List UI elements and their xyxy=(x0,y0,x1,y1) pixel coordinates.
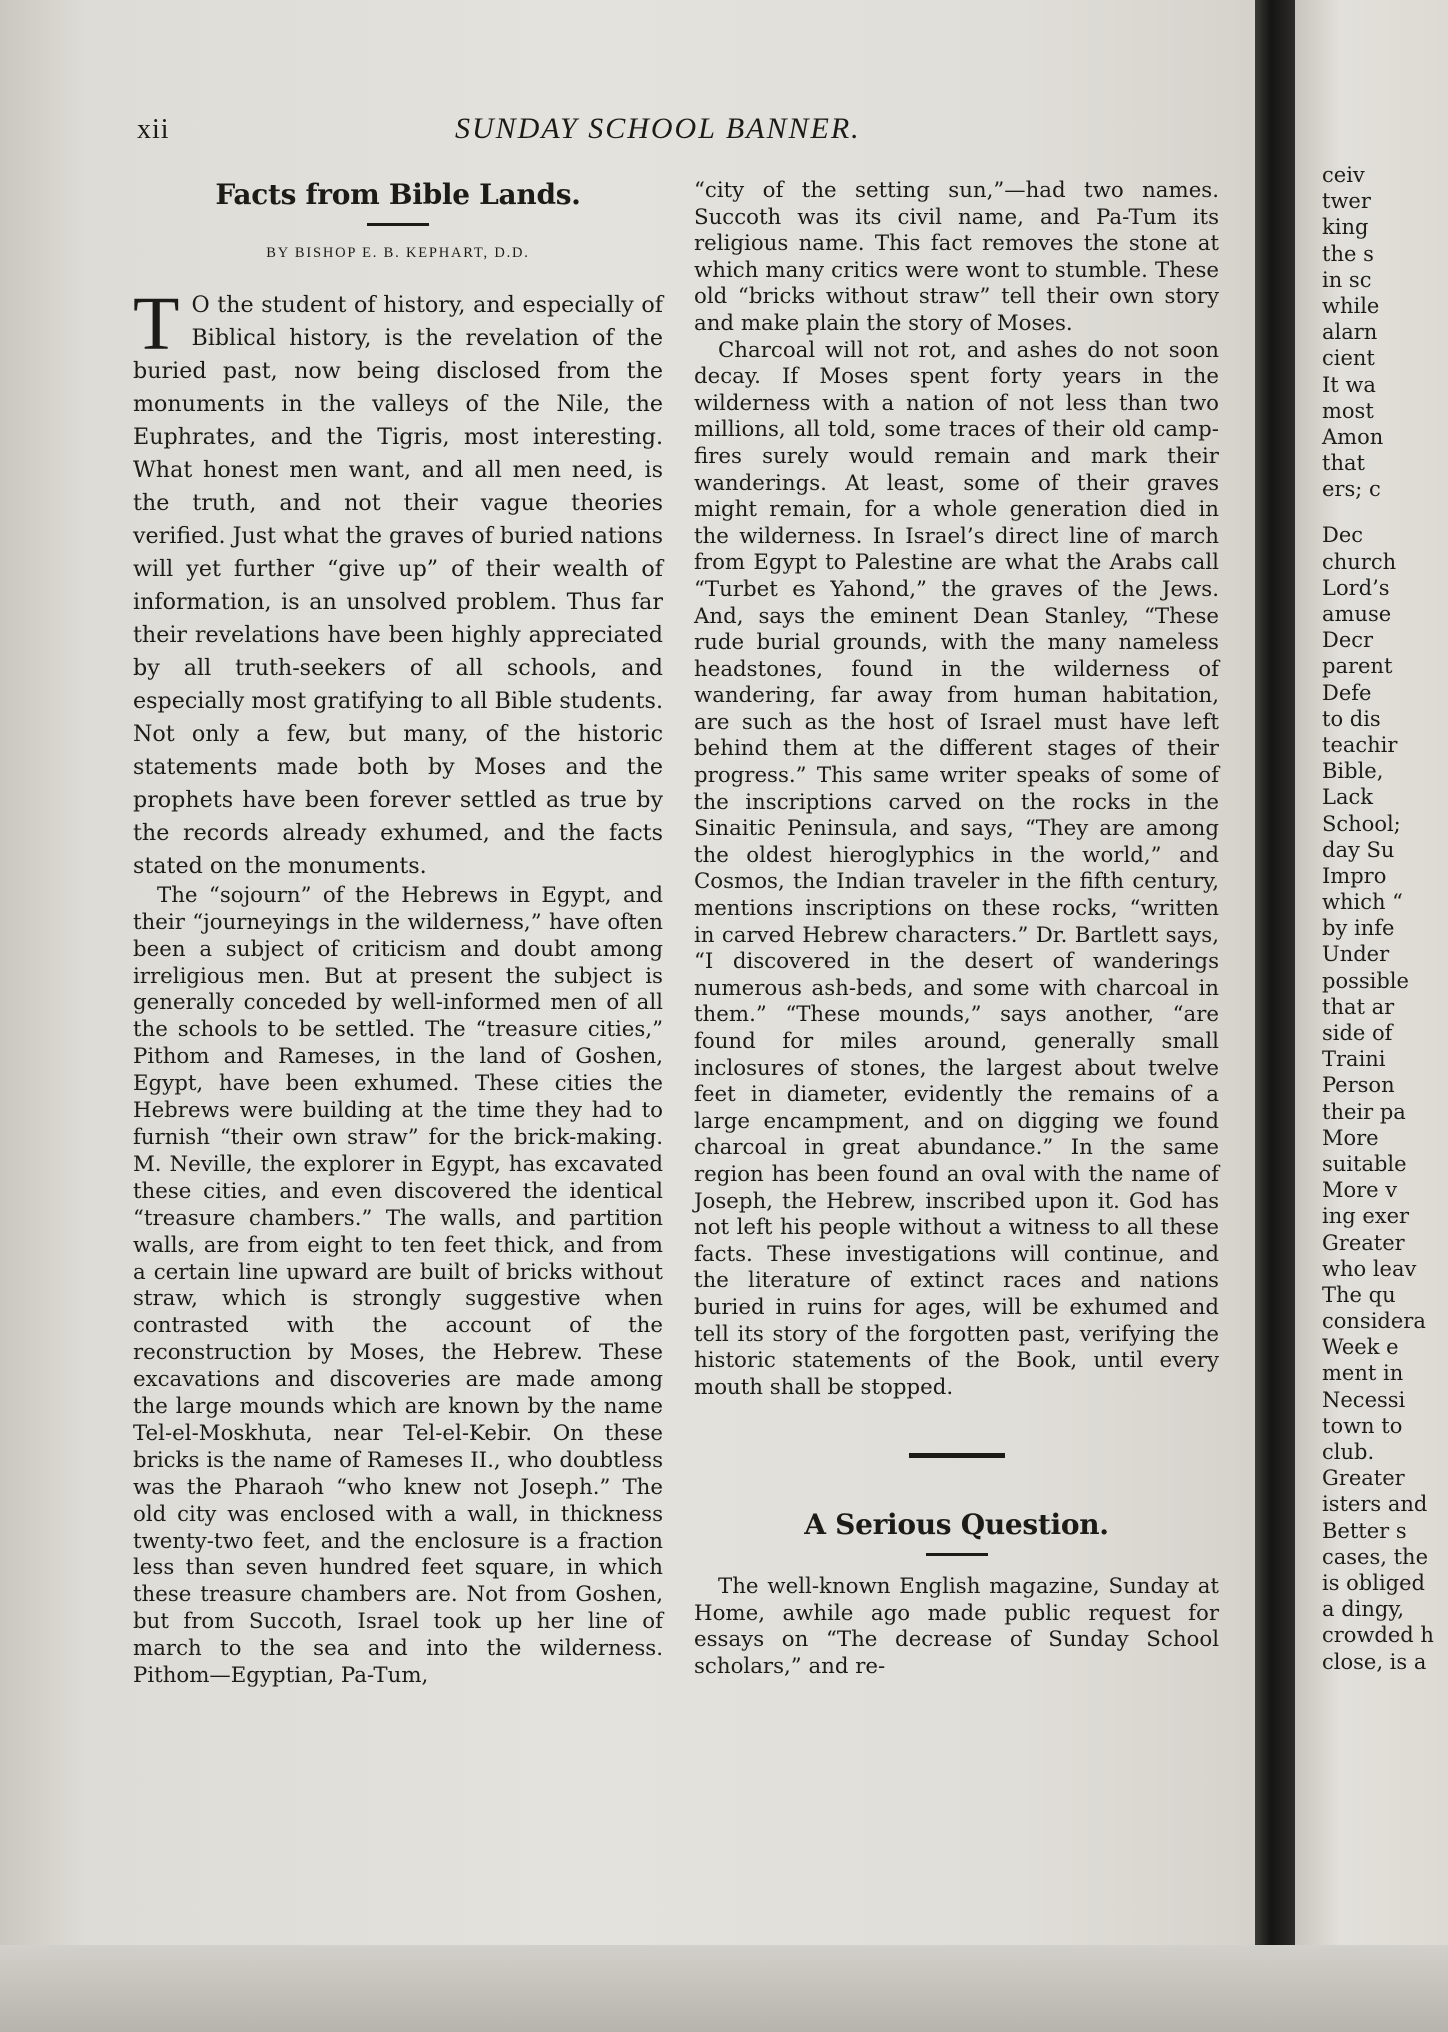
page-number: xii xyxy=(137,114,170,145)
right-page-line: Defe xyxy=(1322,680,1372,705)
section-divider xyxy=(909,1453,1005,1458)
right-page-line: church xyxy=(1322,549,1397,574)
right-page-line: king xyxy=(1322,215,1369,240)
right-page-line: their pa xyxy=(1322,1099,1406,1124)
right-page-line: who leav xyxy=(1322,1256,1417,1281)
right-page-line: suitable xyxy=(1322,1151,1407,1176)
right-page-line: crowded h xyxy=(1322,1623,1434,1648)
right-page-line: while xyxy=(1322,293,1380,318)
right-page-line: town to xyxy=(1322,1413,1403,1438)
right-page-line: close, is a xyxy=(1322,1649,1427,1674)
right-page-line: Better s xyxy=(1322,1518,1407,1543)
right-page-edge xyxy=(1295,0,1448,2032)
article-title: Facts from Bible Lands. xyxy=(215,178,581,211)
right-page-line: teachir xyxy=(1322,732,1398,757)
right-page-line: in sc xyxy=(1322,267,1372,292)
right-page-line: Person xyxy=(1322,1073,1395,1098)
right-page-line: most xyxy=(1322,398,1374,423)
right-page-line: Greater xyxy=(1322,1466,1405,1491)
right-page-line: considera xyxy=(1322,1309,1426,1334)
right-page-line: Necessi xyxy=(1322,1387,1406,1412)
right-page-line: that ar xyxy=(1322,994,1395,1019)
right-page-line: possible xyxy=(1322,968,1409,993)
right-page-line: parent xyxy=(1322,654,1393,679)
right-page-line: club. xyxy=(1322,1440,1375,1464)
right-page-text xyxy=(1322,162,1434,1675)
right-page-line: twer xyxy=(1322,189,1371,214)
right-page-line: Traini xyxy=(1322,1047,1386,1072)
right-page-line: by infe xyxy=(1322,916,1395,941)
right-page-line: ers; c xyxy=(1322,477,1381,502)
bottom-margin-shadow xyxy=(0,1945,1448,2032)
byline: BY BISHOP E. B. KEPHART, D.D. xyxy=(266,244,530,261)
right-page-line: Decr xyxy=(1322,628,1374,653)
paragraph-charcoal: Charcoal will not rot, and ashes do not soon decay. If Moses spent forty years in the wilderness with a nation of not less than two millions, all told, some traces of their old camp-fires surely would remain and mark their wanderings. At least, some of their graves might remain, for a whole generation died in the wilderness. In Israel’s direct line of march from Egypt to Palestine are what the Arabs call “Turbet es Yahond,” the graves of the Jews. And, says the eminent Dean Stanley, “These rude burial grounds, with the many nameless headstones, found in the wilderness of wandering, far away from human habitation, are such as the host of Israel must have left behind them at the different stages of their progress.” This same writer speaks of some of the inscriptions carved on the rocks in the Sinaitic Peninsula, and says, “They are among the oldest hieroglyphics in the world,” and Cosmos, the Indian traveler in the fifth century, mentions inscriptions on these rocks, “written in carved Hebrew characters.” Dr. Bartlett says, “I discovered in the desert of wanderings numerous ash-beds, and some with charcoal in them.” “These mounds,” says another, “are found for miles around, generally small inclosures of stones, the largest about twelve feet in diameter, evidently the remains of a large encampment, and on digging we found charcoal in great abundance.” In the same region has been found an oval with the name of Joseph, the Hebrew, inscribed upon it. God has not left his people without a witness to all these facts. These investigations will continue, and the literature of extinct races and nations buried in ruins for ages, will be exhumed and tell its story of the forgotten past, verifying the historic statements of the Book, until every mouth shall be stopped. xyxy=(694,337,1219,1400)
right-page-line: to dis xyxy=(1322,706,1381,731)
right-page-line: Amon xyxy=(1322,424,1384,449)
right-page-line: Week e xyxy=(1322,1335,1399,1360)
right-page-line: Bible, xyxy=(1322,759,1384,784)
article-title-2: A Serious Question. xyxy=(804,1508,1109,1542)
right-page-line: It wa xyxy=(1322,372,1376,397)
drop-cap: T xyxy=(133,281,180,366)
right-page-line: that xyxy=(1322,451,1365,476)
right-page-line: isters and xyxy=(1322,1492,1428,1517)
right-page-line: More v xyxy=(1322,1178,1398,1203)
right-page-line: Under xyxy=(1322,942,1390,967)
title-rule-2 xyxy=(926,1553,988,1556)
paragraph-sojourn: The “sojourn” of the Hebrews in Egypt, and their “journeyings in the wilderness,” have often been a subject of criticism and doubt among irreligious men. But at present the subject is generally conceded by well-informed men of all the schools to be settled. The “treasure cities,” Pithom and Rameses, in the land of Goshen, Egypt, have been exhumed. These cities the Hebrews were building at the time they had to furnish “their own straw” for the brick-making. M. Neville, the explorer in Egypt, has excavated these cities, and even discovered the identical “treasure chambers.” The walls, and partition walls, are from eight to ten feet thick, and from a certain line upward are built of bricks without straw, which is strongly suggestive when contrasted with the account of the reconstruction by Moses, the Hebrew. These excavations and discoveries are made among the large mounds which are known by the name Tel-el-Moskhuta, near Tel-el-Kebir. On these bricks is the name of Rameses II., who doubtless was the Pharaoh “who knew not Joseph.” The old city was enclosed with a wall, in thickness twenty-two feet, and the enclosure is a fraction less than seven hundred feet square, in which these treasure chambers are. Not from Goshen, but from Succoth, Israel took up her line of march to the sea and into the wilderness. Pithom—Egyptian, Pa-Tum, xyxy=(133,882,663,1689)
title-rule xyxy=(367,223,429,226)
right-page-line: day Su xyxy=(1322,837,1395,862)
journal-title: SUNDAY SCHOOL BANNER. xyxy=(455,112,861,145)
right-page-line xyxy=(1322,502,1434,522)
opening-paragraph-text: O the student of history, and especially of Biblical history, is the revelation of the buried past, now being disclosed from the monuments in the valleys of the Nile, the Euphrates, and the Tigris, most interesting. What honest men want, and all men need, is the truth, and not their vague theories verified. Just what the graves of buried nations will yet further “give up” of their wealth of information, is an unsolved problem. Thus far their revelations have been highly appreciated by all truth-seekers of all schools, and especially most gratifying to all Bible students. Not only a few, but many, of the historic statements made both by Moses and the prophets have been forever settled as true by the records already exhumed, and the facts stated on the monuments. xyxy=(133,291,663,879)
opening-paragraph xyxy=(133,281,663,883)
right-page-line: Lack xyxy=(1322,785,1373,810)
right-page-line: Dec xyxy=(1322,523,1364,548)
right-page-line: the s xyxy=(1322,241,1374,266)
book-gutter xyxy=(1255,0,1295,2032)
right-page-line: ing exer xyxy=(1322,1204,1410,1229)
right-page-line: ceiv xyxy=(1322,163,1365,187)
right-page-line: cient xyxy=(1322,346,1375,371)
right-page-line: Greater xyxy=(1322,1230,1405,1255)
left-column xyxy=(133,180,663,1690)
right-page-line: side of xyxy=(1322,1021,1393,1045)
running-head xyxy=(125,112,1255,152)
right-page-line: School; xyxy=(1322,811,1401,836)
middle-column xyxy=(694,178,1219,1680)
right-page-line: ment in xyxy=(1322,1361,1404,1386)
right-page-line: Lord’s xyxy=(1322,575,1390,600)
right-page-line: amuse xyxy=(1322,602,1392,626)
right-page-line: a dingy, xyxy=(1322,1597,1405,1622)
right-page-line: which “ xyxy=(1322,890,1403,915)
right-page-line: alarn xyxy=(1322,320,1378,345)
paragraph-continued: “city of the setting sun,”—had two names. Succoth was its civil name, and Pa-Tum its religious name. This fact removes the stone at which many critics were wont to stumble. These old “bricks without straw” tell their own story and make plain the story of Moses. xyxy=(694,178,1219,336)
right-page-line: The qu xyxy=(1322,1282,1396,1307)
right-page-line: is obliged xyxy=(1322,1570,1426,1595)
right-page-line: cases, the xyxy=(1322,1544,1429,1569)
right-page-line: More xyxy=(1322,1125,1379,1150)
right-page-line: Impro xyxy=(1322,863,1387,888)
paragraph-serious-question: The well-known English magazine, Sunday at Home, awhile ago made public request for essays on “The decrease of Sunday School scholars,” and re- xyxy=(694,1573,1219,1679)
